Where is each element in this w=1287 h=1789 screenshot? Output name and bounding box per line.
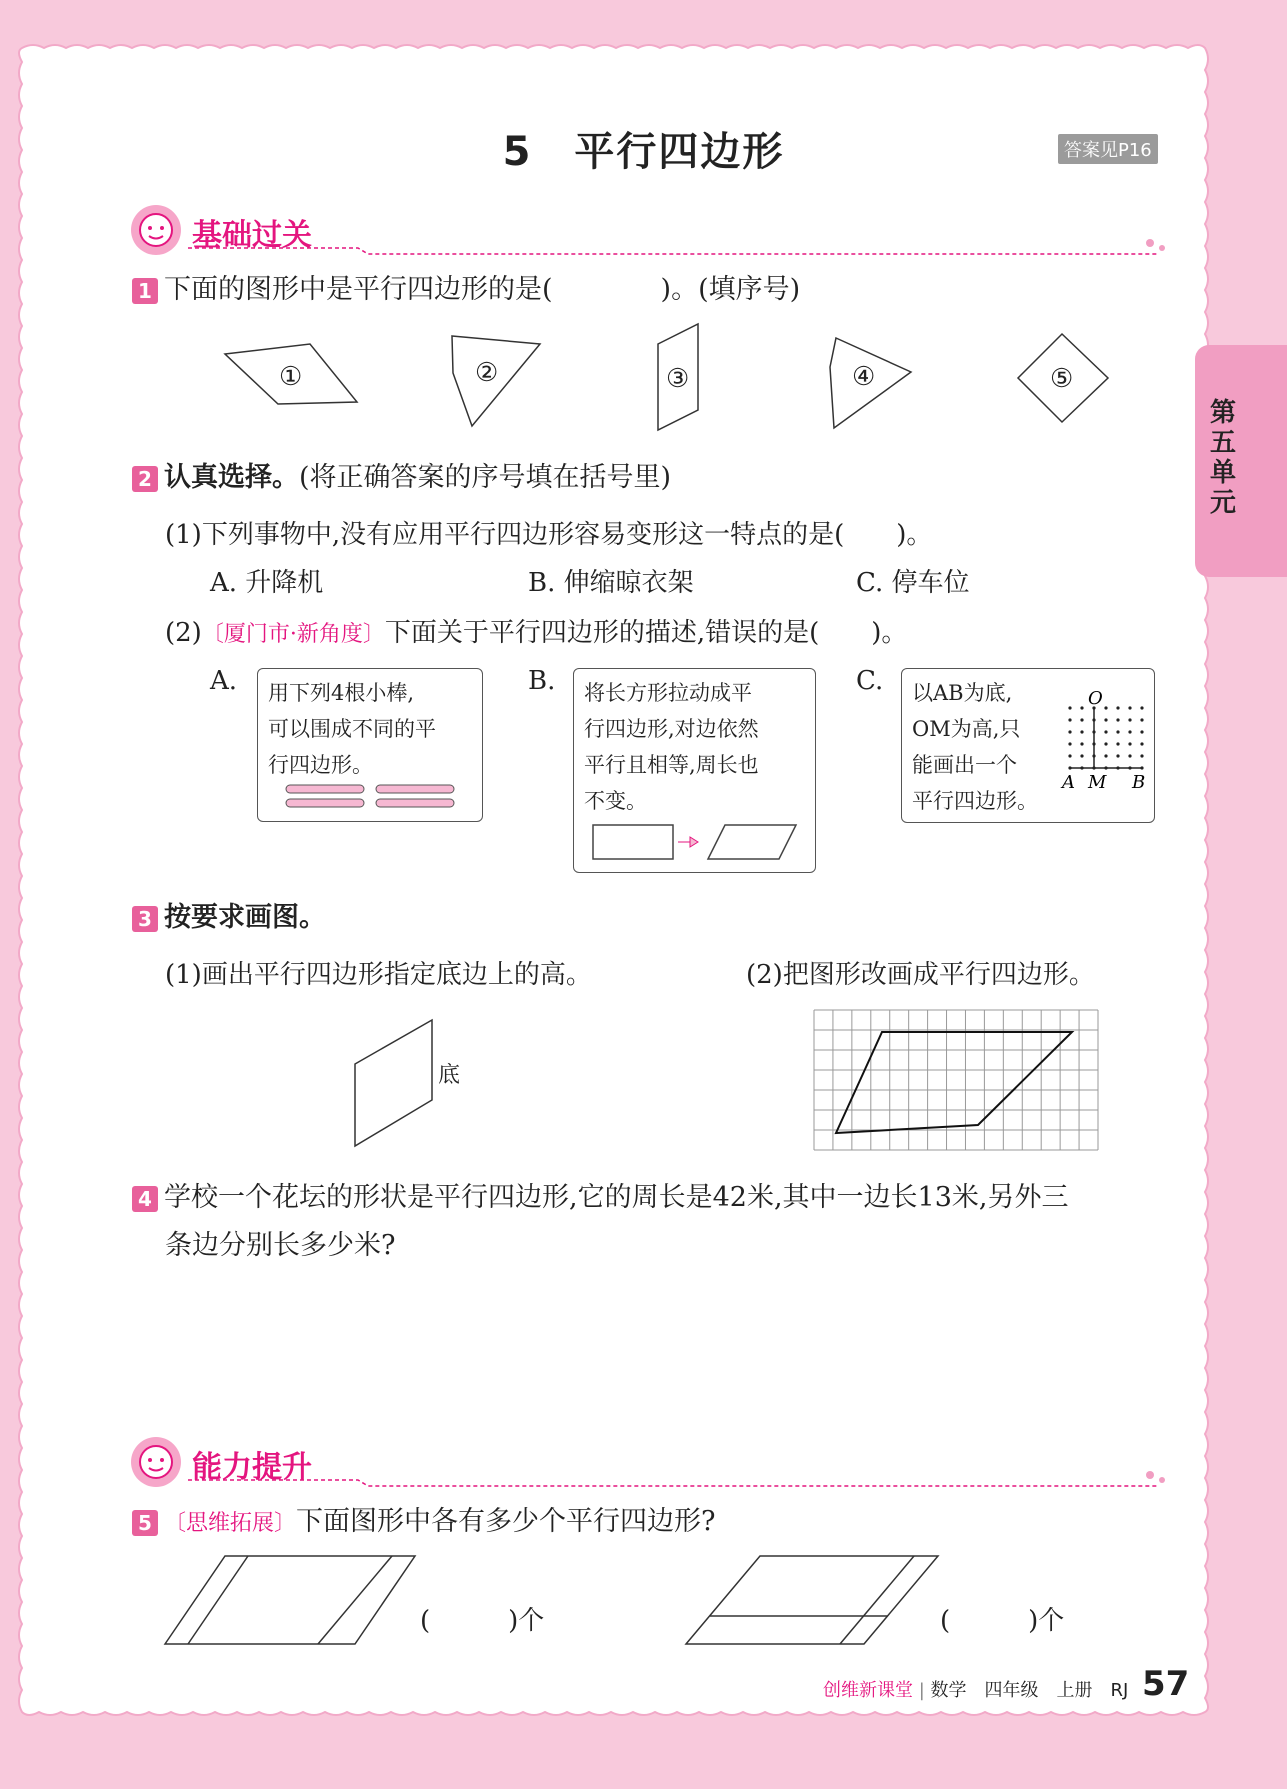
question-number: 1 xyxy=(132,278,158,304)
q5-answer-1: ( )个 xyxy=(420,1606,545,1636)
box-b-line-4: 不变。 xyxy=(584,789,647,813)
q2-part2-stem xyxy=(165,616,907,652)
section-title-basic: 基础过关 xyxy=(192,218,312,253)
box-a-line-2: 可以围成不同的平 xyxy=(268,717,436,741)
q2-part2-source-tag: 〔厦门市·新角度〕 xyxy=(201,622,385,647)
shape-label-1: ① xyxy=(279,362,303,392)
question-3-text: 按要求画图。 xyxy=(164,902,326,933)
q5-figure-1 xyxy=(160,1552,420,1648)
box-a-line-3: 行四边形。 xyxy=(268,753,373,777)
q2-part1-stem: (1)下列事物中,没有应用平行四边形容易变形这一特点的是( )。 xyxy=(165,520,933,550)
footer: 创维新课堂 | 数学 四年级 上册 RJ xyxy=(823,1680,1129,1701)
q2-part2-prefix: (2) xyxy=(165,618,202,648)
point-o-label: O xyxy=(1088,688,1103,709)
box-c-line-3: 能画出一个 xyxy=(912,753,1017,777)
question-2-text: (将正确答案的序号填在括号里) xyxy=(299,462,672,493)
q5-figure-2 xyxy=(682,1552,942,1648)
question-5-tag: 〔思维拓展〕 xyxy=(164,1511,297,1536)
page-number: 57 xyxy=(1142,1664,1190,1704)
shape-label-4: ④ xyxy=(852,362,876,392)
q2-part1-option-c: C. 停车位 xyxy=(856,568,970,598)
question-5-text: 下面图形中各有多少个平行四边形? xyxy=(296,1506,716,1537)
q2-part2-letter-a: A. xyxy=(210,666,238,696)
base-label: 底 xyxy=(438,1063,461,1088)
box-b-line-2: 行四边形,对边依然 xyxy=(584,717,759,741)
q3-part1: (1)画出平行四边形指定底边上的高。 xyxy=(165,960,592,990)
box-b-line-1: 将长方形拉动成平 xyxy=(584,681,752,705)
question-number: 5 xyxy=(132,1510,158,1536)
box-a-line-1: 用下列4根小棒, xyxy=(268,681,415,705)
footer-info: 数学 四年级 上册 RJ xyxy=(930,1680,1129,1701)
q2-part1-option-a: A. 升降机 xyxy=(210,568,324,598)
point-m-label: M xyxy=(1088,772,1107,793)
page-title: 5 平行四边形 xyxy=(502,129,785,175)
question-3 xyxy=(132,900,326,936)
shape-label-2: ② xyxy=(475,358,499,388)
q2-part1-option-b: B. 伸缩晾衣架 xyxy=(528,568,694,598)
box-b-line-3: 平行且相等,周长也 xyxy=(584,753,759,777)
q5-answer-2: ( )个 xyxy=(940,1606,1065,1636)
q2-part2-letter-c: C. xyxy=(856,666,884,696)
question-2 xyxy=(132,460,671,496)
sticks-illustration xyxy=(284,782,464,812)
question-2-bold-text: 认真选择。 xyxy=(164,462,299,493)
q2-part2-letter-b: B. xyxy=(528,666,556,696)
footer-brand: 创维新课堂 xyxy=(823,1680,913,1701)
answer-reference: 答案见P16 xyxy=(1058,134,1158,164)
box-c-line-1: 以AB为底, xyxy=(912,681,1013,705)
shape-label-3: ③ xyxy=(666,364,690,394)
q3-grid-figure xyxy=(812,1008,1102,1152)
question-1-text: 下面的图形中是平行四边形的是( )。(填序号) xyxy=(164,274,801,305)
point-b-label: B xyxy=(1132,772,1146,793)
arrow-right-icon xyxy=(678,837,698,847)
shape-label-5: ⑤ xyxy=(1050,364,1074,394)
section-title-advanced: 能力提升 xyxy=(192,1450,312,1485)
q3-part2: (2)把图形改画成平行四边形。 xyxy=(746,960,1095,990)
question-number: 3 xyxy=(132,906,158,932)
box-c-line-2: OM为高,只 xyxy=(912,717,1021,741)
q2-part2-text: 下面关于平行四边形的描述,错误的是( )。 xyxy=(384,618,908,648)
box-c-line-4: 平行四边形。 xyxy=(912,789,1038,813)
question-4-line-1: 学校一个花坛的形状是平行四边形,它的周长是42米,其中一边长13米,另外三 xyxy=(164,1182,1069,1213)
unit-side-tab-label: 第五单元 xyxy=(1209,398,1236,518)
question-number: 4 xyxy=(132,1186,158,1212)
question-4 xyxy=(132,1180,1068,1216)
rectangle-to-parallelogram-illustration xyxy=(590,822,800,862)
question-1 xyxy=(132,272,800,308)
question-number: 2 xyxy=(132,466,158,492)
dot-grid-diagram xyxy=(1058,684,1152,794)
question-4-line-2: 条边分别长多少米? xyxy=(165,1230,396,1261)
point-a-label: A xyxy=(1062,772,1075,793)
question-5 xyxy=(132,1504,716,1542)
